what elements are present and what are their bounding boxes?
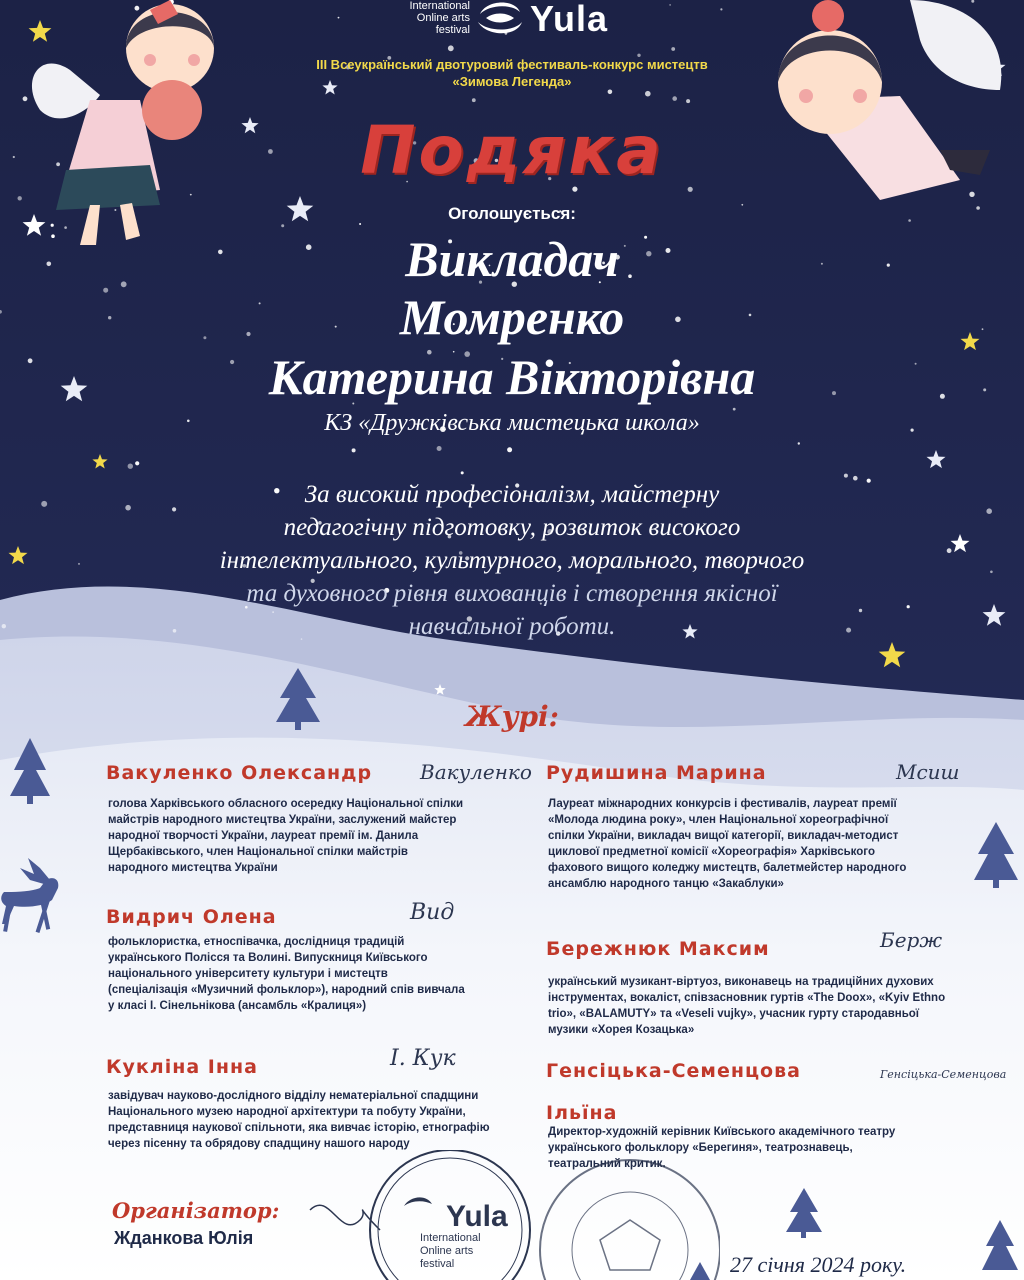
- snow-dot: [41, 501, 47, 507]
- snow-dot: [986, 508, 992, 514]
- jury-description: фольклористка, етноспівачка, дослідниця традицій українського Полісся та Волині. Випускниця Київського національного університету культури і мистецтв (спеціалізація «Музичний фольклор»), народний спів вивчала у класі І. Сінельнікова (ансамбль «Кралиця»): [108, 936, 465, 1012]
- jury-description: Директор-художній керівник Київського академічного театру українського фольклору «Берегиня», театрознавець, театральний критик.: [548, 1126, 896, 1170]
- star-icon: [434, 684, 445, 695]
- signature-image: Вакуленко: [420, 760, 532, 784]
- snow-dot: [190, 194, 192, 196]
- organizer-label: Організатор:: [112, 1198, 280, 1223]
- snow-dot: [720, 8, 722, 10]
- snow-dot: [507, 447, 512, 452]
- snow-dot: [64, 226, 67, 229]
- jury-name: Вакуленко Олександр: [106, 762, 373, 784]
- jury-name: Генсіцька-Семенцова: [546, 1060, 801, 1082]
- recipient-school: КЗ «Дружківська мистецька школа»: [324, 410, 700, 436]
- snow-dot: [608, 90, 613, 95]
- snow-dot: [338, 17, 340, 19]
- signature-image: Вид: [410, 900, 455, 925]
- snow-dot: [686, 99, 690, 103]
- deer-icon: [1, 858, 58, 933]
- stamp-images: [300, 1150, 720, 1280]
- star-icon: [927, 450, 946, 468]
- reason-line: За високий професіоналізм, майстерну: [304, 481, 720, 508]
- snow-dot: [281, 224, 284, 227]
- snow-dot: [971, 0, 974, 3]
- festival-line2: «Зимова Легенда»: [452, 74, 572, 89]
- snow-dot: [2, 624, 6, 628]
- reason-line: інтелектуального, культурного, морального, творчого: [219, 547, 805, 574]
- snow-dot: [448, 45, 454, 51]
- festival-title: [0, 56, 1024, 90]
- reason-line: педагогічну підготовку, розвиток високого: [283, 514, 741, 541]
- recipient-given-name: Катерина Вікторівна: [268, 349, 756, 405]
- jury-description: Лауреат міжнародних конкурсів і фестивалів, лауреат премії «Молода людина року», член Національної хореографічної спілки України, викладач вищої категорії, викладач-методист циклової предметної комісії «Хореографія» Харківського фахового вищого коледжу мистецтв, балетмейстер народного ансамблю народного танцю «Закаблуки»: [548, 798, 907, 890]
- snow-dot: [671, 47, 675, 51]
- organizer-name: Жданкова Юлія: [114, 1228, 254, 1248]
- snow-dot: [437, 446, 442, 451]
- snow-dot: [947, 548, 952, 553]
- certificate-title: Подяка: [360, 112, 664, 189]
- snow-dot: [969, 192, 974, 197]
- stamp-small-text: International Online arts festival: [420, 1232, 481, 1270]
- jury-description: український музикант-віртуоз, виконавець на традиційних духових інструментах, вокаліст, співзасновник гуртів «The Doox», «Kyiv Ethno trio», «BALAMUTY» та «Veseli vujky», учасник гурту стародавньої музики «Хорея Козацька»: [548, 976, 946, 1036]
- snow-dot: [672, 96, 677, 101]
- snow-dot: [135, 461, 139, 465]
- snow-dot: [645, 91, 651, 97]
- snow-dot: [669, 4, 671, 6]
- award-reason: [112, 478, 912, 643]
- snow-dot: [128, 464, 133, 469]
- signature-image: Берж: [880, 928, 943, 952]
- festival-line1: ІІІ Всеукраїнський двотуровий фестиваль-конкурс мистецтв: [316, 57, 708, 72]
- star-icon: [879, 642, 906, 667]
- snow-dot: [78, 563, 80, 565]
- star-icon: [983, 604, 1006, 626]
- logo-word: Yula: [530, 0, 609, 39]
- star-icon: [951, 534, 970, 552]
- star-icon: [29, 20, 52, 42]
- jury-description: голова Харківського обласного осередку Національної спілки майстрів народного мистецтва України, заслужений майстер народної творчості України, лауреат премії ім. Данила Щербаківського, член Національної спілки майстрів народного мистецтва України: [108, 798, 464, 874]
- yula-logo-icon: [476, 0, 524, 40]
- jury-name: Рудишина Марина: [546, 762, 767, 784]
- signature-image: Мсиш: [896, 760, 960, 784]
- issue-date: 27 січня 2024 року.: [730, 1252, 907, 1277]
- snow-dot: [844, 474, 848, 478]
- snow-dot: [352, 448, 356, 452]
- jury-description: завідувач науково-дослідного відділу нематеріальної спадщини Національного музею народної архітектури та побуту України, представниця наукової спільноти, яка вивчає історію, етнографію через пісенну та обрядову спадщину нашого народу: [108, 1090, 490, 1150]
- snow-dot: [135, 6, 140, 11]
- snow-dot: [461, 471, 464, 474]
- jury-name: Кукліна Інна: [106, 1056, 258, 1078]
- star-icon: [9, 546, 28, 564]
- jury-heading: Журі:: [464, 700, 560, 733]
- snow-dot: [798, 442, 800, 444]
- announced-label: Оголошується:: [448, 204, 576, 223]
- logo-small-text: International Online arts festival: [409, 0, 470, 36]
- jury-name: Видрич Олена: [106, 906, 277, 928]
- signature-image: І. Кук: [390, 1046, 456, 1071]
- jury-name: Бережнюк Максим: [546, 938, 770, 960]
- snow-dot: [990, 571, 993, 574]
- reason-line: навчальної роботи.: [408, 613, 616, 640]
- recipient-surname: Момренко: [399, 289, 625, 345]
- festival-logo: [390, 0, 650, 44]
- snow-dot: [23, 96, 28, 101]
- signature-image: Генсіцька-Семенцова: [880, 1068, 1007, 1081]
- jury-name-continued: Ільїна: [546, 1102, 618, 1124]
- star-icon: [92, 454, 107, 469]
- stamp-logo-word: Yula: [446, 1200, 508, 1233]
- recipient-position: Викладач: [405, 231, 619, 287]
- snow-dot: [51, 224, 54, 227]
- snow-dot: [18, 196, 22, 200]
- reason-line: та духовного рівня вихованців і створення якісної: [246, 580, 778, 607]
- snow-dot: [472, 98, 476, 102]
